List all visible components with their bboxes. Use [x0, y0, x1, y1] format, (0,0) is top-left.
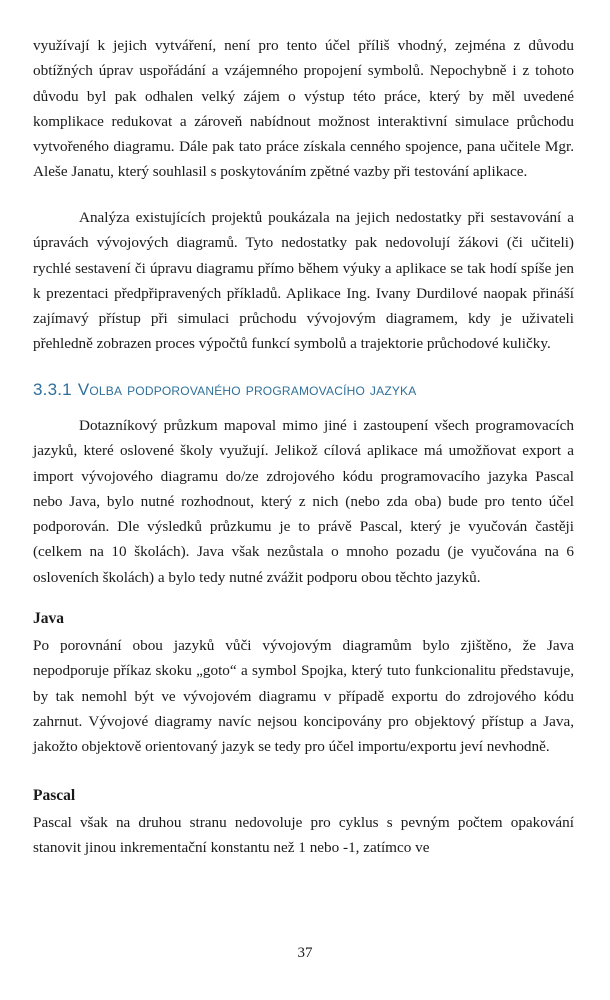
- section-number: 3.3.1: [33, 380, 72, 399]
- section-title: Volba podporovaného programovacího jazyka: [77, 380, 417, 399]
- paragraph-intro-continuation: využívají k jejich vytváření, není pro tento účel příliš vhodný, zejména z důvodu obtížných úprav uspořádání a vzájemného propojení symbolů. Nepochybně i z tohoto důvodu byl pak odhalen velký zájem o výstup této práce, který by měl uvedené komplikace redukovat a zároveň nabídnout možnost interaktivní simulace průchodu vytvořeného diagramu. Dále pak tato práce získala cenného spojence, pana učitele Mgr. Aleše Janatu, který souhlasil s poskytováním zpětné vazby při testování aplikace.: [33, 37, 574, 181]
- section-heading: [33, 380, 416, 400]
- paragraph-java: Po porovnání obou jazyků vůči vývojovým diagramům bylo zjištěno, že Java nepodporuje příkaz skoku „goto“ a symbol Spojka, který tuto funkcionalitu představuje, by tak nemohl být ve vývojovém diagramu v případě exportu do zdrojového kódu zahrnut. Vývojové diagramy navíc nejsou koncipovány pro objektový přístup a Java, jakožto objektově orientovaný jazyk se tedy pro účel importu/exportu jeví nevhodně.: [33, 637, 574, 756]
- page-number: 37: [297, 945, 313, 961]
- paragraph-pascal: Pascal však na druhou stranu nedovoluje pro cyklus s pevným počtem opakování stanovit jinou inkrementační konstantu než 1 nebo -1, zatímco ve: [33, 814, 574, 857]
- paragraph-survey: Dotazníkový průzkum mapoval mimo jiné i zastoupení všech programovacích jazyků, které oslovené školy využují. Jelikož cílová aplikace má umožňovat export a import vývojového diagramu do/ze zdrojového kódu programovacího jazyka Pascal nebo Java, bylo nutné rozhodnout, který z nich (nebo zda oba) bude pro tento účel podporován. Dle výsledků průzkumu je to právě Pascal, který je vyučován častěji (celkem na 10 školách). Java však nezůstala o mnoho pozadu (je vyučována na 6 osloveních školách) a bylo tedy nutné zvážit podporu obou těchto jazyků.: [33, 417, 574, 586]
- subheading-java: Java: [33, 610, 64, 627]
- paragraph-analysis: Analýza existujících projektů poukázala na jejich nedostatky při sestavování a úpravách vývojových diagramů. Tyto nedostatky pak nedovolují žákovi (či učiteli) rychlé sestavení či úpravu diagramu přímo během výuky a aplikace se tak hodí spíše jen k prezentaci předpřipravených příkladů. Aplikace Ing. Ivany Durdilové naopak přináší zajímavý přístup při simulaci průchodu vývojovým diagramem, kdy je uživateli přehledně zobrazen proces výpočtů funkcí symbolů a trajektorie průchodové kuličky.: [33, 209, 574, 353]
- subheading-pascal: Pascal: [33, 787, 76, 804]
